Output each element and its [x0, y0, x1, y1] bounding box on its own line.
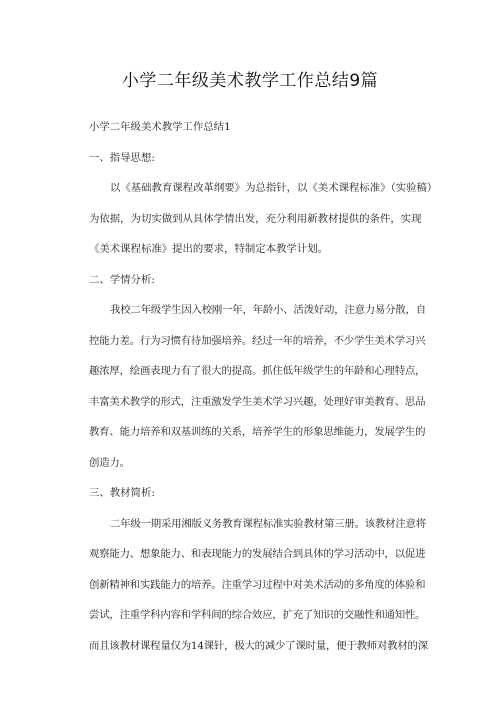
section-heading-student-analysis: 二、学情分析: [89, 273, 155, 286]
section-heading-textbook-analysis: 三、教材简析: [89, 487, 155, 499]
document-subtitle: 小学二年级美术教学工作总结1 [89, 121, 231, 133]
paragraph-textbook-analysis: 二年级一期采用湘版义务教育课程标准实验教材第三册。该教材注意将观察能力、想象能力、和表现能力的发展结合到具体的学习活动中，以促进创新精神和实践能力的培养。注重学习过程中对美术活动的多角度的体验和尝试，注重学科内容和学科间的综合效应，扩充了知识的交融性和通知性。而且该教材课程量仅为14课针，极大的减少了课时量，便于教师对教材的深 [89, 517, 428, 652]
document-title: 小学二年级美术教学工作总结9篇 [121, 71, 379, 91]
document-body [89, 112, 433, 661]
paragraph-guiding-ideology: 以《基础教育课程改革纲要》为总指针，以《美术课程标准》（实验稿）为依据，为切实做到从具体学情出发，充分利用新教材提供的条件，实现《美术课程标准》提出的要求，特制定本教学计划。 [89, 182, 433, 255]
section-heading-guiding-ideology: 一、指导思想: [89, 151, 155, 164]
paragraph-student-analysis: 我校二年级学生因入校刚一年，年龄小、活泼好动，注意力易分散，自控能力差。行为习惯有待加强培养。经过一年的培养，不少学生美术学习兴趣浓厚，绘画表现力有了很大的提高。抓住低年级学生的年龄和心理特点，丰富美术教学的形式，注重激发学生美术学习兴趣，处理好审美教育、思品教育、能力培养和双基训练的关系，培养学生的形象思维能力，发展学生的创造力。 [89, 304, 426, 469]
